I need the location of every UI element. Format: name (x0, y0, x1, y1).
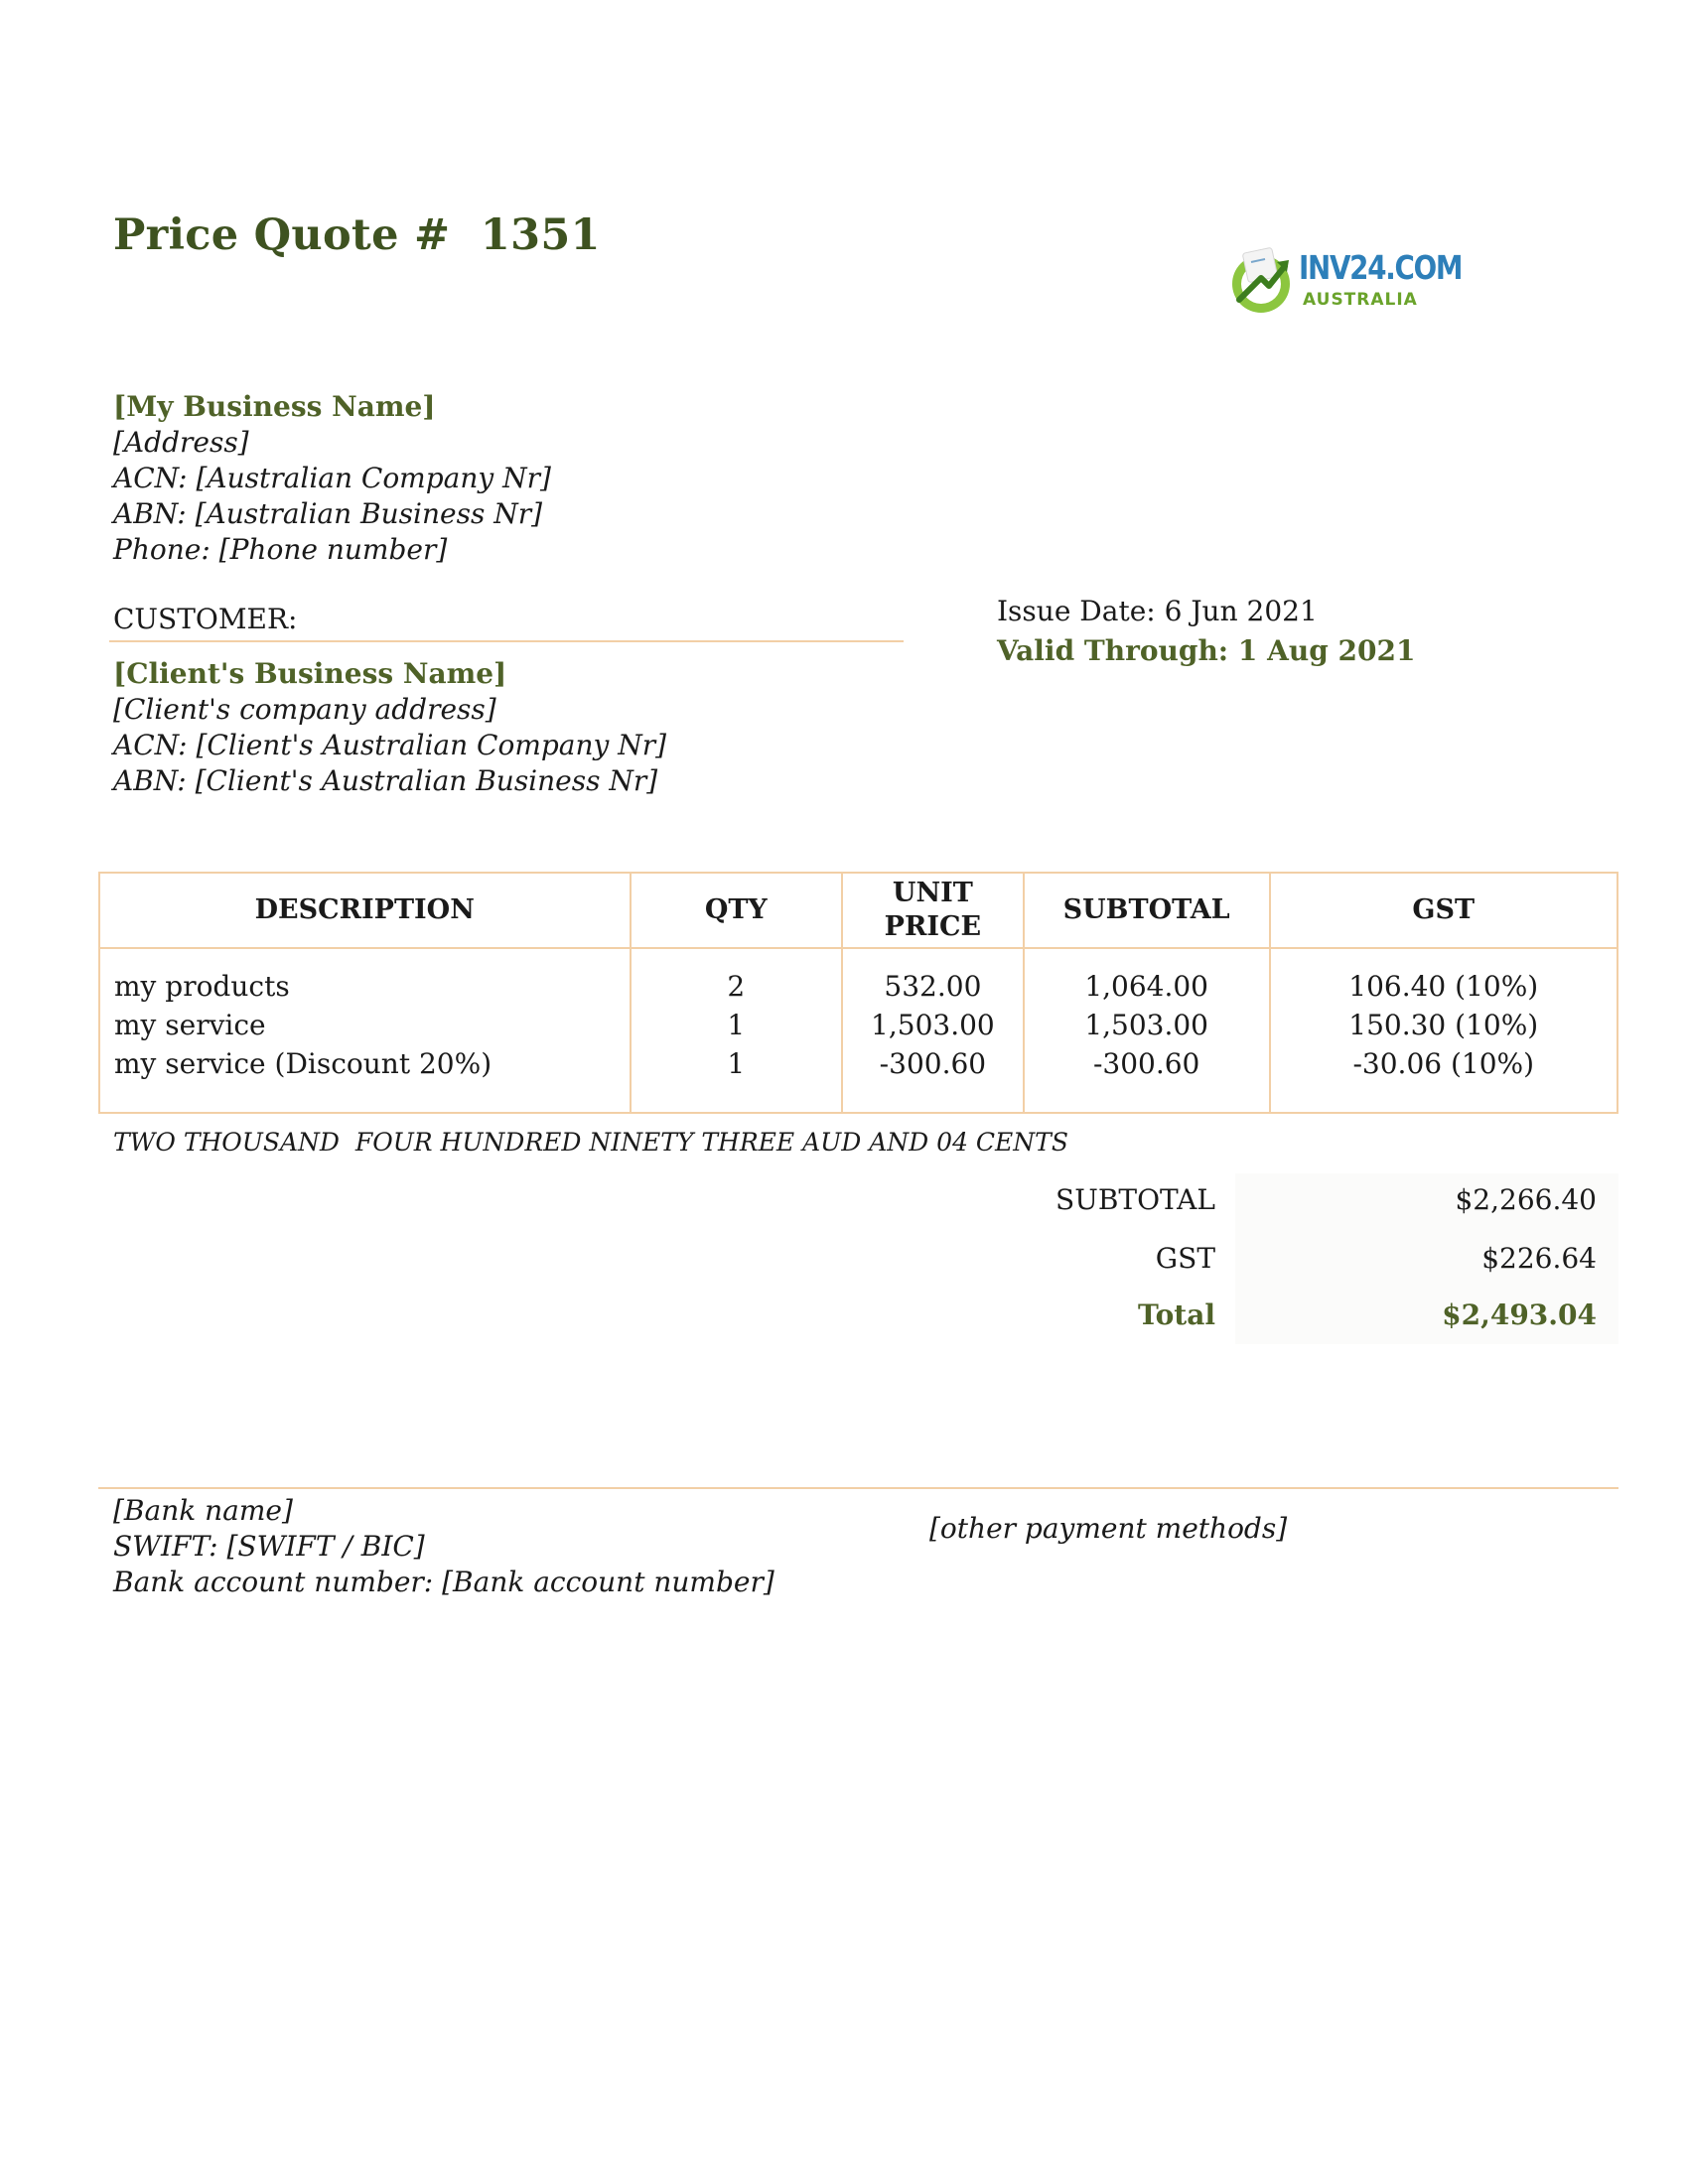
brand-logo (1225, 242, 1463, 316)
subtotal-cell (1024, 948, 1270, 1113)
item-subtotal: 1,064.00 (1084, 970, 1208, 1003)
col-header-qty: QTY (631, 873, 842, 948)
item-description: my service (114, 1009, 266, 1041)
grand-total-label: Total (1137, 1298, 1215, 1331)
bank-details (113, 1493, 774, 1600)
table-header-row (99, 873, 1618, 948)
gst-cell (1270, 948, 1618, 1113)
checkmark-growth-arrow-icon (1225, 244, 1297, 316)
business-abn: ABN: [Australian Business Nr] (113, 497, 543, 530)
issue-date: Issue Date: 6 Jun 2021 (997, 595, 1318, 627)
subtotal-label: SUBTOTAL (1055, 1183, 1215, 1216)
item-qty: 2 (727, 970, 746, 1003)
unit-price-cell (842, 948, 1024, 1113)
item-qty: 1 (727, 1047, 746, 1080)
item-gst: -30.06 (10%) (1352, 1047, 1535, 1080)
line-items-table (98, 872, 1618, 1114)
business-acn: ACN: [Australian Company Nr] (113, 462, 551, 494)
client-address: [Client's company address] (113, 693, 496, 726)
table-row (99, 948, 1618, 1113)
item-description: my service (Discount 20%) (114, 1047, 492, 1080)
logo-country-text: AUSTRALIA (1303, 290, 1418, 310)
gst-total-label: GST (1155, 1242, 1215, 1275)
col-header-unit-price-line2: PRICE (884, 911, 982, 942)
col-header-subtotal: SUBTOTAL (1024, 873, 1270, 948)
grand-total-value: $2,493.04 (1442, 1298, 1597, 1331)
item-qty: 1 (727, 1009, 746, 1041)
bank-account-number: Bank account number: [Bank account number] (113, 1566, 774, 1598)
col-header-unit-price (842, 873, 1024, 948)
client-acn: ACN: [Client's Australian Company Nr] (113, 729, 667, 761)
item-description: my products (114, 970, 290, 1003)
item-unit-price: 532.00 (884, 970, 982, 1003)
other-payment-methods: [other payment methods] (929, 1512, 1288, 1545)
valid-through-date: Valid Through: 1 Aug 2021 (997, 634, 1416, 667)
qty-cell (631, 948, 842, 1113)
logo-brand-text: INV24.COM (1299, 248, 1463, 287)
col-header-gst: GST (1270, 873, 1618, 948)
page-title: Price Quote # 1351 (113, 210, 601, 260)
gst-total-value: $226.64 (1481, 1242, 1597, 1275)
client-name: [Client's Business Name] (113, 657, 507, 690)
business-phone: Phone: [Phone number] (113, 533, 448, 566)
bank-name: [Bank name] (113, 1494, 293, 1527)
col-header-description: DESCRIPTION (99, 873, 631, 948)
customer-info (113, 656, 666, 799)
bank-swift: SWIFT: [SWIFT / BIC] (113, 1530, 425, 1563)
amount-in-words: TWO THOUSAND FOUR HUNDRED NINETY THREE AUD AND 04 CENTS (113, 1128, 1068, 1157)
subtotal-value: $2,266.40 (1455, 1183, 1597, 1216)
item-unit-price: -300.60 (879, 1047, 987, 1080)
description-cell (99, 948, 631, 1113)
business-address: [Address] (113, 426, 249, 459)
business-name: [My Business Name] (113, 390, 436, 423)
item-gst: 150.30 (10%) (1348, 1009, 1539, 1041)
customer-divider (109, 640, 904, 642)
item-subtotal: -300.60 (1092, 1047, 1200, 1080)
business-info (113, 389, 551, 568)
customer-label: CUSTOMER: (113, 603, 298, 635)
footer-divider (98, 1487, 1618, 1489)
item-gst: 106.40 (10%) (1348, 970, 1539, 1003)
col-header-unit-price-line1: UNIT (892, 878, 973, 908)
item-unit-price: 1,503.00 (871, 1009, 995, 1041)
client-abn: ABN: [Client's Australian Business Nr] (113, 764, 658, 797)
item-subtotal: 1,503.00 (1084, 1009, 1208, 1041)
